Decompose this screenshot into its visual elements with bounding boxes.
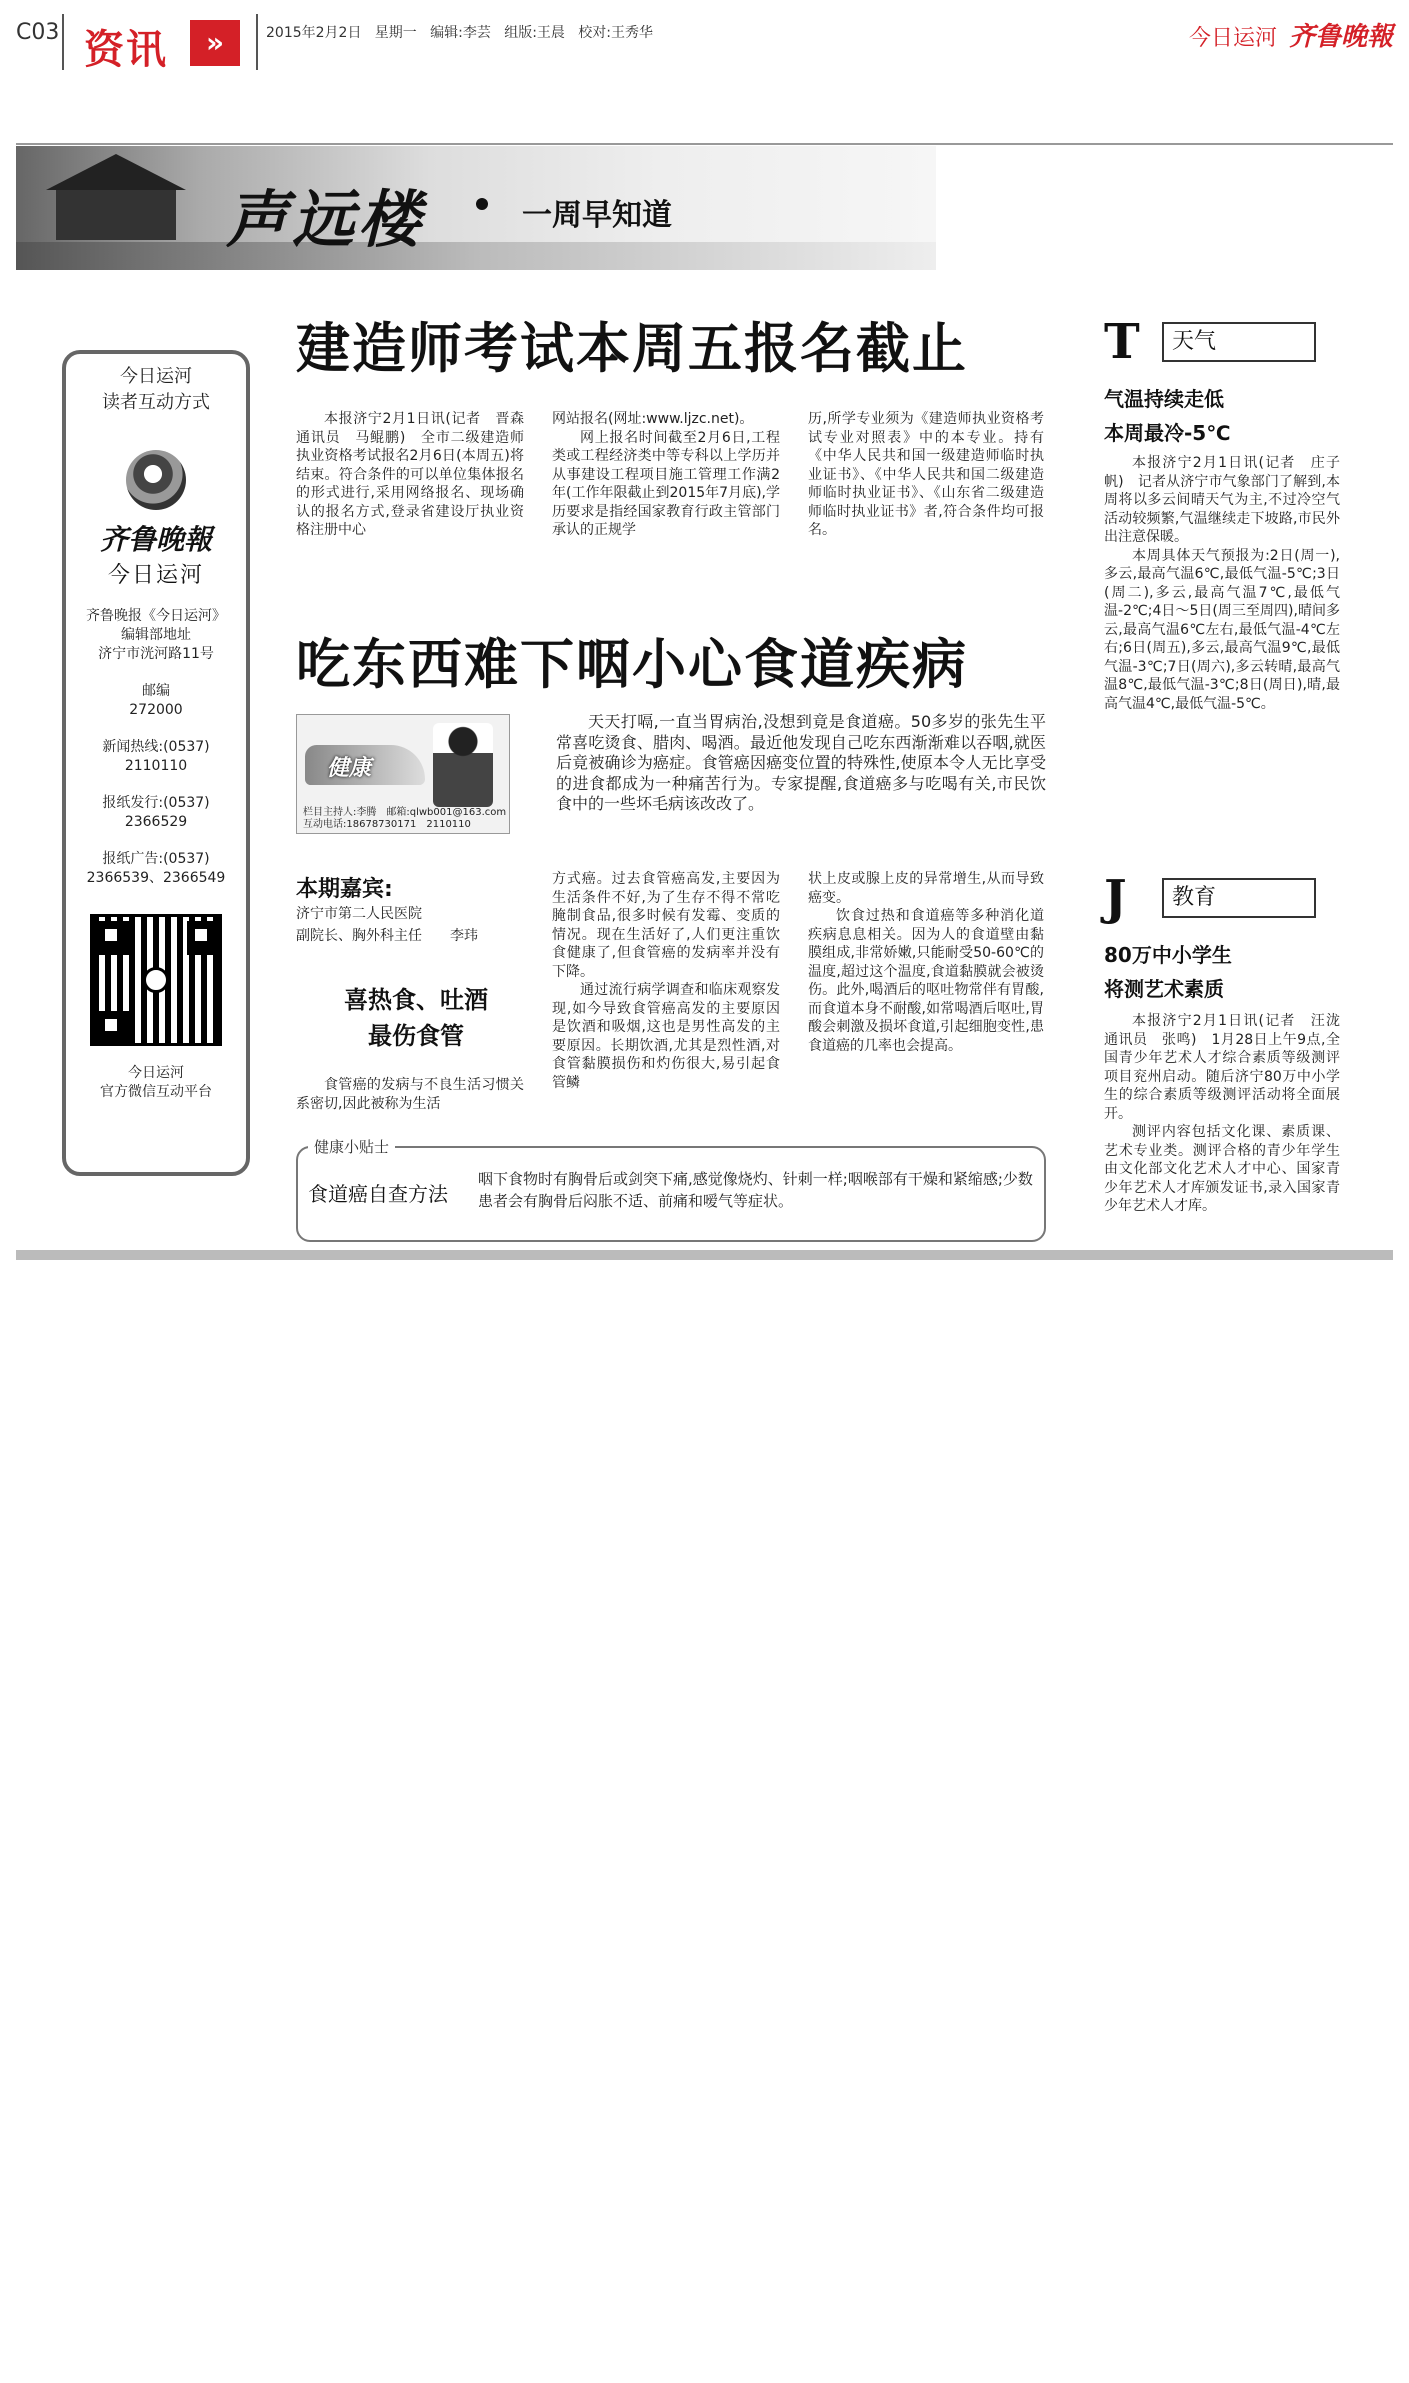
news-hotline-label: 新闻热线:(0537) <box>102 739 210 755</box>
article-paragraph: 饮食过热和食道癌等多种消化道疾病息息相关。因为人的食道壁由黏膜组成,非常娇嫩,只能耐受50-60℃的温度,超过这个温度,食道黏膜就会被烫伤。此外,喝酒后的呕吐物常伴有胃酸,而食道本身不耐酸,如常喝酒后呕吐,胃酸会刺激及损坏食道,引起细胞变性,患食道癌的几率也会提高。 <box>808 908 1044 1054</box>
ads-label: 报纸广告:(0537) <box>102 851 210 867</box>
subhead-line: 喜热食、吐酒 <box>344 986 488 1014</box>
wechat-block <box>66 1064 246 1102</box>
distribution-label: 报纸发行:(0537) <box>102 795 210 811</box>
news-hotline-block <box>66 738 246 776</box>
reader-interaction-sidebar <box>62 350 250 1176</box>
ads-block <box>66 850 246 888</box>
issue-meta: 2015年2月2日 星期一 编辑:李芸 组版:王晨 校对:王秀华 <box>266 25 653 41</box>
brief-headline-line: 80万中小学生 <box>1104 943 1232 967</box>
distribution-block <box>66 794 246 832</box>
guest-title: 副院长、胸外科主任 李玮 <box>296 928 478 944</box>
qr-finder <box>100 924 122 946</box>
brief-paragraph: 本周具体天气预报为:2日(周一),多云,最高气温6℃,最低气温-5℃;3日(周二),多云,最高气温7℃,最低气温-2℃;4日～5日(周三至周四),晴间多云,最高气温6℃左右,最低气温-4℃左右;6日(周五),多云,最高气温9℃,最低气温-3℃;7日(周六),多云转晴,最高气温8℃,最低气温-3℃;8日(周日),晴,最高气温4℃,最低气温-5℃。 <box>1104 547 1340 712</box>
guest-label: 本期嘉宾: <box>296 877 393 902</box>
pavilion-image <box>56 190 176 240</box>
brief-body <box>1104 1012 1354 1216</box>
article-paragraph: 天天打嗝,一直当胃病治,没想到竟是食道癌。50多岁的张先生平常喜吃烫食、腊肉、喝酒。最近他发现自己吃东西渐渐难以吞咽,就医后竟被确诊为癌症。食管癌因癌变位置的特殊性,使原本令人无比享受的进食都成为一种痛苦行为。专家提醒,食道癌多与吃喝有关,市民饮食中的一些坏毛病该改改了。 <box>556 712 1046 813</box>
address-line: 编辑部地址 <box>121 627 191 643</box>
banner-dot <box>476 198 488 210</box>
article-column <box>808 870 1044 1122</box>
qr-center-logo-icon <box>143 967 169 993</box>
brief-tag: 天气 <box>1162 322 1316 362</box>
weather-brief <box>1104 314 1344 818</box>
column-logo-text: 健康 <box>327 756 372 781</box>
brief-letter: J <box>1104 870 1127 926</box>
host-photo <box>433 723 493 807</box>
brief-headline-line: 气温持续走低 <box>1104 387 1224 411</box>
guest-info <box>296 872 536 947</box>
article-paragraph: 本报济宁2月1日讯(记者 晋森 通讯员 马鲲鹏) 全市二级建造师执业资格考试报名2月6日(本周五)将结束。符合条件的可以单位集体报名的形式进行,采用网络报名、现场确认的报名方式,登录省建设厅执业资格注册中心 <box>296 411 538 538</box>
article-paragraph: 食管癌的发病与不良生活习惯关系密切,因此被称为生活 <box>296 1077 524 1112</box>
distribution-value: 2366529 <box>124 814 188 830</box>
article-column <box>552 410 780 562</box>
sidebar-heading <box>66 364 246 416</box>
health-tip-box <box>296 1138 1046 1242</box>
article-headline: 吃东西难下咽小心食道疾病 <box>296 633 968 696</box>
article-column <box>552 870 780 1122</box>
article-paragraph: 网上报名时间截至2月6日,工程类或工程经济类中等专科以上学历并从事建设工程项目施工管理工作满2年(工作年限截止到2015年7月底),学历要求是指经国家教育行政主管部门承认的正规学 <box>552 429 780 538</box>
tip-title: 食道癌自查方法 <box>308 1182 448 1206</box>
news-hotline-value: 2110110 <box>124 758 188 774</box>
brand-edition: 今日运河 <box>1188 26 1277 51</box>
article-column <box>296 410 538 562</box>
banner-title: 声远楼 <box>226 183 425 256</box>
ads-value: 2366539、2366549 <box>86 870 226 886</box>
postcode-block <box>66 682 246 720</box>
section-arrow-icon: » <box>190 20 240 66</box>
top-rule <box>16 143 1393 145</box>
sidebar-brand-name: 齐鲁晚報 <box>99 523 212 556</box>
address-block <box>66 607 246 664</box>
brand-logo-icon <box>126 450 186 510</box>
host-line: 栏目主持人:李腾 邮箱:qlwb001@163.com <box>303 807 507 818</box>
pavilion-roof-image <box>46 154 186 190</box>
header-divider <box>62 14 64 70</box>
article-paragraph: 通过流行病学调查和临床观察发现,如今导致食管癌高发的主要原因是饮酒和吸烟,这也是男性高发的主要原因。长期饮酒,尤其是烈性酒,对食管黏膜损伤和灼伤很大,易引起食管鳞 <box>552 982 780 1091</box>
wechat-line: 官方微信互动平台 <box>100 1084 212 1100</box>
brief-headline-line: 将测艺术素质 <box>1104 977 1224 1001</box>
brief-paragraph: 本报济宁2月1日讯(记者 汪泷 通讯员 张鸣) 1月28日上午9点,全国青少年艺术人才综合素质等级测评项目兖州启动。随后济宁80万中小学生的综合素质等级测评活动将全面展开。 <box>1104 1013 1354 1122</box>
bottom-rule <box>16 1250 1393 1260</box>
article-column <box>296 1076 524 1122</box>
wechat-qr-code[interactable] <box>90 914 222 1046</box>
column-host-box <box>296 714 510 834</box>
lake-image <box>16 242 936 270</box>
address-line: 齐鲁晚报《今日运河》 <box>86 608 226 624</box>
brief-tag: 教育 <box>1162 878 1316 918</box>
host-line: 互动电话:18678730171 2110110 <box>303 819 471 830</box>
brief-body <box>1104 454 1340 713</box>
host-info <box>303 807 506 831</box>
newspaper-brand <box>1189 16 1393 53</box>
education-brief <box>1104 870 1354 1254</box>
brief-paragraph: 本报济宁2月1日讯(记者 庄子帆) 记者从济宁市气象部门了解到,本周将以多云间晴天气为主,不过冷空气活动较频繁,气温继续走下坡路,市民外出注意保暖。 <box>1104 455 1340 545</box>
sidebar-brand-edition: 今日运河 <box>107 563 204 588</box>
address-line: 济宁市洸河路11号 <box>98 646 214 662</box>
subhead-line: 最伤食管 <box>368 1022 464 1050</box>
brief-letter: T <box>1104 314 1140 370</box>
header-divider <box>256 14 258 70</box>
sidebar-heading-line: 读者互动方式 <box>102 392 210 413</box>
brief-headline <box>1104 382 1230 450</box>
brief-paragraph: 测评内容包括文化课、素质课、艺术专业类。测评合格的青少年学生由文化部文化艺术人才中心、国家青少年艺术人才库颁发证书,录入国家青少年艺术人才库。 <box>1104 1124 1340 1214</box>
banner-subtitle: 一周早知道 <box>522 198 672 233</box>
tip-label: 健康小贴士 <box>308 1136 395 1157</box>
column-banner <box>16 146 936 270</box>
tip-body: 咽下食物时有胸骨后或剑突下痛,感觉像烧灼、针刺一样;咽喉部有干燥和紧缩感;少数患者会有胸骨后闷胀不适、前痛和嗳气等症状。 <box>478 1170 1033 1210</box>
brand-paper-logo: 齐鲁晚報 <box>1288 22 1393 52</box>
article-headline: 建造师考试本周五报名截止 <box>296 317 968 380</box>
article-paragraph: 方式癌。过去食管癌高发,主要因为生活条件不好,为了生存不得不常吃腌制食品,很多时候有发霉、变质的情况。现在生活好了,人们更注重饮食健康了,但食管癌的发病率并没有下降。 <box>552 871 780 980</box>
article-paragraph: 状上皮或腺上皮的异常增生,从而导致癌变。 <box>808 871 1044 906</box>
article-subhead <box>296 982 536 1054</box>
postcode-label: 邮编 <box>142 683 170 699</box>
postcode-value: 272000 <box>129 702 183 718</box>
qr-finder <box>190 924 212 946</box>
article-lead <box>556 712 1046 828</box>
wechat-line: 今日运河 <box>128 1065 184 1081</box>
article-paragraph: 网站报名(网址:www.ljzc.net)。 <box>552 411 754 427</box>
page-number: C03 <box>16 20 60 45</box>
brief-headline-line: 本周最冷-5℃ <box>1104 421 1231 445</box>
masthead <box>0 0 1409 80</box>
qr-finder <box>100 1014 122 1036</box>
section-title: 资讯 <box>84 27 168 73</box>
brief-headline <box>1104 938 1232 1006</box>
article-paragraph: 历,所学专业须为《建造师执业资格考试专业对照表》中的本专业。持有《中华人民共和国一级建造师临时执业证书》、《中华人民共和国二级建造师临时执业证书》、《山东省二级建造师临时执业证书》者,符合条件均可报名。 <box>808 411 1044 538</box>
guest-organization: 济宁市第二人民医院 <box>296 906 422 922</box>
article-column <box>808 410 1044 562</box>
sidebar-heading-line: 今日运河 <box>120 366 192 387</box>
